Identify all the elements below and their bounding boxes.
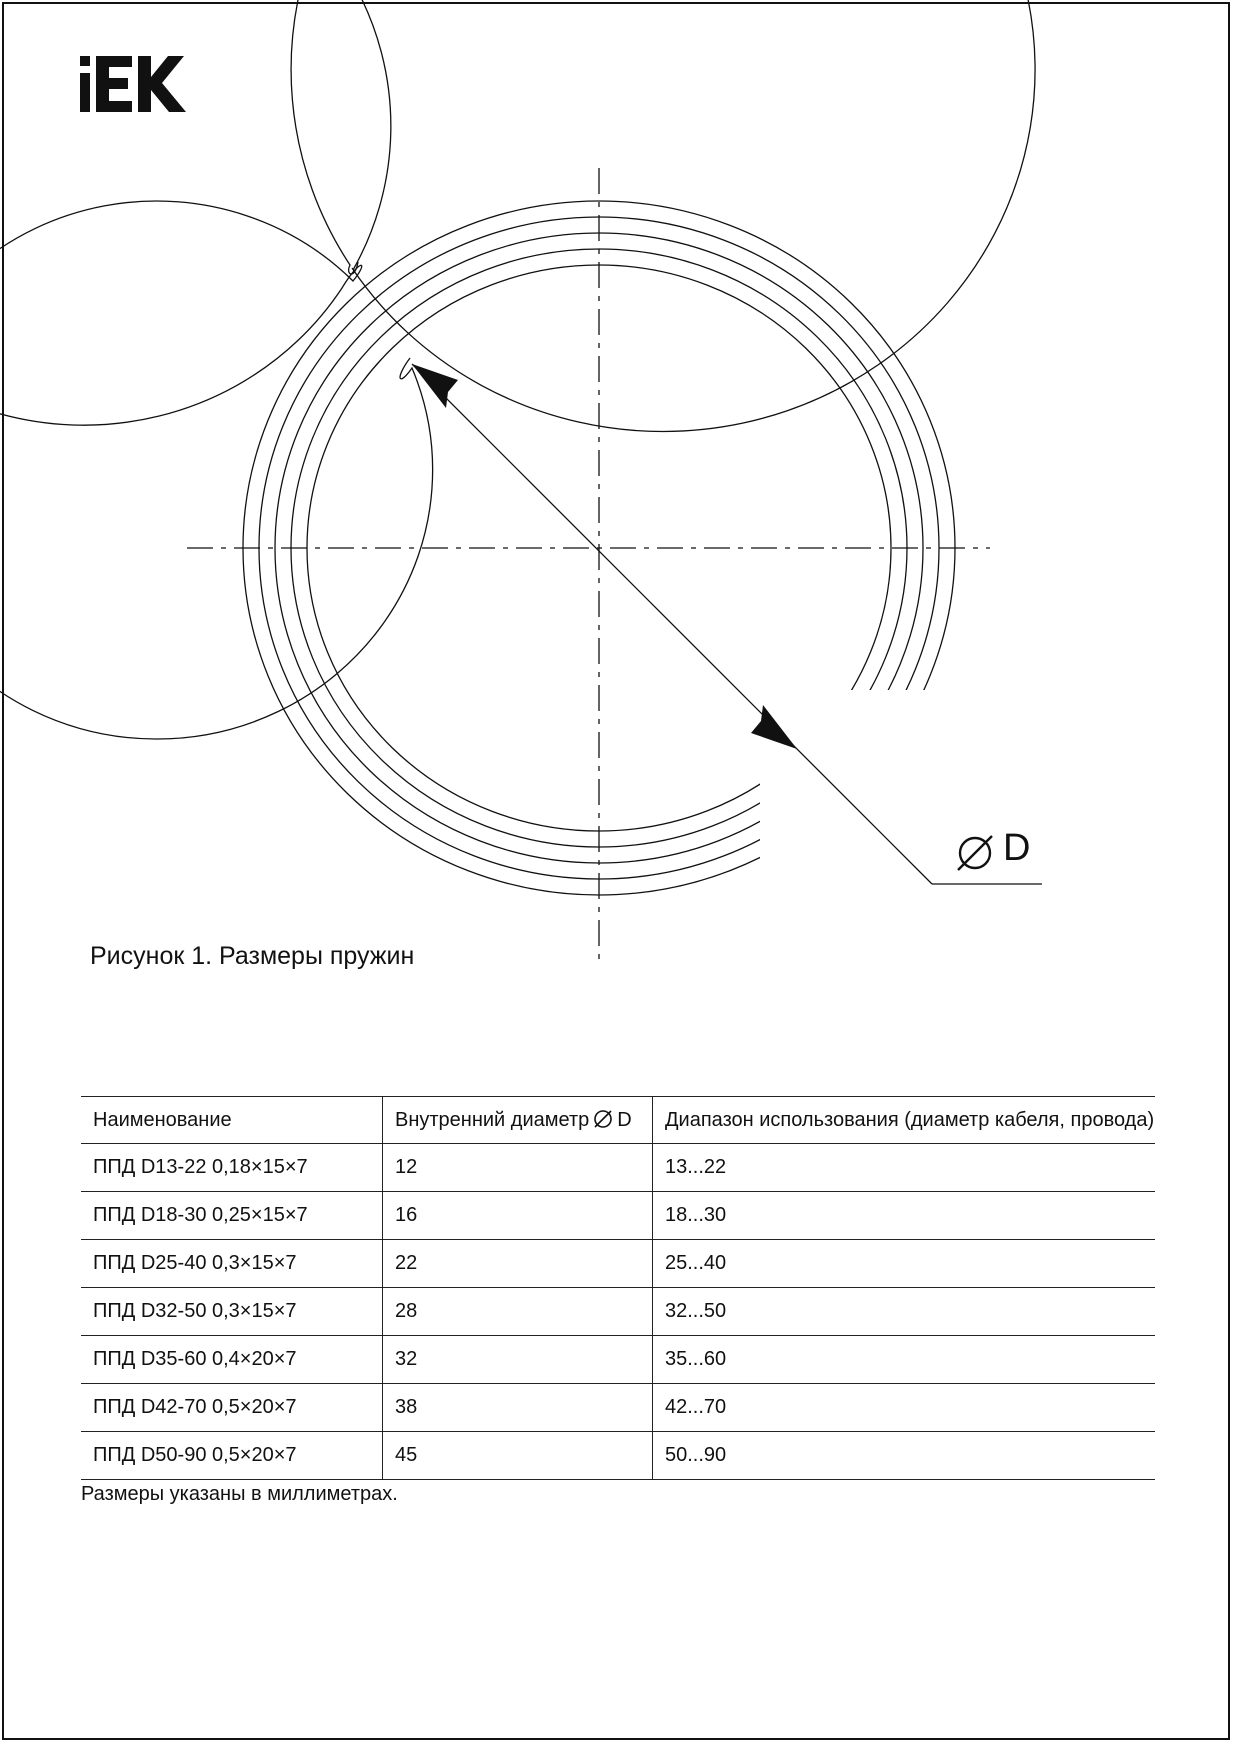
cell-inner-diameter: 32: [383, 1336, 653, 1384]
diameter-icon: [593, 1109, 613, 1129]
table-row: [81, 1336, 1155, 1384]
units-note: Размеры указаны в миллиметрах.: [81, 1483, 398, 1505]
cell-inner-diameter: 45: [383, 1432, 653, 1480]
cell-range: 18...30: [653, 1192, 1156, 1240]
cell-range: 42...70: [653, 1384, 1156, 1432]
table-row: [81, 1288, 1155, 1336]
cell-name: ППД D13-22 0,18×15×7: [81, 1144, 383, 1192]
table-row: [81, 1192, 1155, 1240]
table-row: [81, 1432, 1155, 1480]
cell-name: ППД D50-90 0,5×20×7: [81, 1432, 383, 1480]
spring-outer-tail: [291, 0, 1035, 431]
dimension-label: D: [1003, 827, 1031, 869]
spring-coil: [0, 0, 433, 739]
cell-inner-diameter: 12: [383, 1144, 653, 1192]
cell-inner-diameter: 38: [383, 1384, 653, 1432]
cell-name: ППД D42-70 0,5×20×7: [81, 1384, 383, 1432]
cell-range: 35...60: [653, 1336, 1156, 1384]
cell-inner-diameter: 16: [383, 1192, 653, 1240]
cell-name: ППД D18-30 0,25×15×7: [81, 1192, 383, 1240]
table-row: [81, 1144, 1155, 1192]
cell-range: 32...50: [653, 1288, 1156, 1336]
header-name: Наименование: [81, 1097, 383, 1144]
cell-range: 50...90: [653, 1432, 1156, 1480]
cell-inner-diameter: 22: [383, 1240, 653, 1288]
cell-name: ППД D32-50 0,3×15×7: [81, 1288, 383, 1336]
cell-range: 13...22: [653, 1144, 1156, 1192]
cell-inner-diameter: 28: [383, 1288, 653, 1336]
spring-spec-table: [81, 1096, 1155, 1480]
header-inner-diameter-label: Внутренний диаметр: [395, 1108, 590, 1131]
header-usage-range: Диапазон использования (диаметр кабеля, провода): [653, 1097, 1156, 1144]
header-inner-diameter-symbol: D: [617, 1108, 632, 1131]
arrow-head-bottom: [751, 705, 797, 749]
table-row: [81, 1384, 1155, 1432]
cell-name: ППД D35-60 0,4×20×7: [81, 1336, 383, 1384]
table-row: [81, 1240, 1155, 1288]
table-header-row: [81, 1097, 1155, 1144]
cell-name: ППД D25-40 0,3×15×7: [81, 1240, 383, 1288]
diameter-symbol: [958, 836, 992, 870]
figure-caption: Рисунок 1. Размеры пружин: [90, 942, 415, 970]
dimension-line: [412, 364, 932, 884]
cell-range: 25...40: [653, 1240, 1156, 1288]
header-inner-diameter: [383, 1097, 653, 1144]
